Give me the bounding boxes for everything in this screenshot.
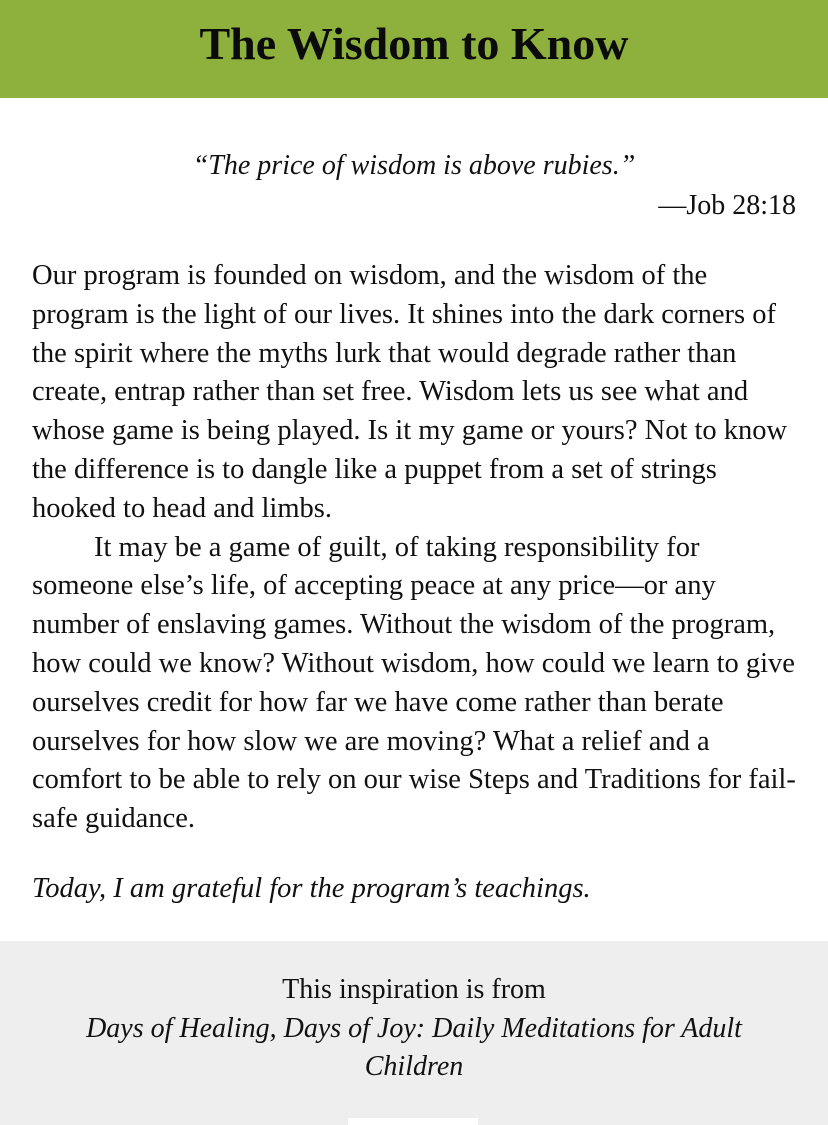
source-footer xyxy=(0,941,828,1125)
header-bar xyxy=(0,0,828,98)
closing-affirmation: Today, I am grateful for the program’s teachings. xyxy=(32,873,591,904)
body-paragraph: It may be a game of guilt, of taking responsibility for someone else’s life, of accepting peace at any price—or any number of enslaving games. Without the wisdom of the program, how could we know? Without wisdom, how could we learn to give ourselves credit for how far we have come rather than berate ourselves for how slow we are moving? What a relief and a comfort to be able to rely on our wise Steps and Traditions for fail-safe guidance. xyxy=(32,531,796,835)
footer-tab xyxy=(348,1118,478,1125)
body-paragraph: Our program is founded on wisdom, and the wisdom of the program is the light of our lives. It shines into the dark corners of the spirit where the myths lurk that would degrade rather than create, entrap rather than set free. Wisdom lets us see what and whose game is being played. Is it my game or yours? Not to know the difference is to dangle like a puppet from a set of strings hooked to head and limbs. xyxy=(32,260,788,524)
book-title-link[interactable]: Days of Healing, Days of Joy: Daily Meditations for Adult Children xyxy=(86,1013,742,1082)
epigraph-quote: “The price of wisdom is above rubies.” xyxy=(192,150,636,181)
meditation-body xyxy=(32,257,802,839)
epigraph-attribution: —Job 28:18 xyxy=(658,190,796,221)
source-intro: This inspiration is from xyxy=(282,974,546,1005)
page-title: The Wisdom to Know xyxy=(199,18,629,69)
